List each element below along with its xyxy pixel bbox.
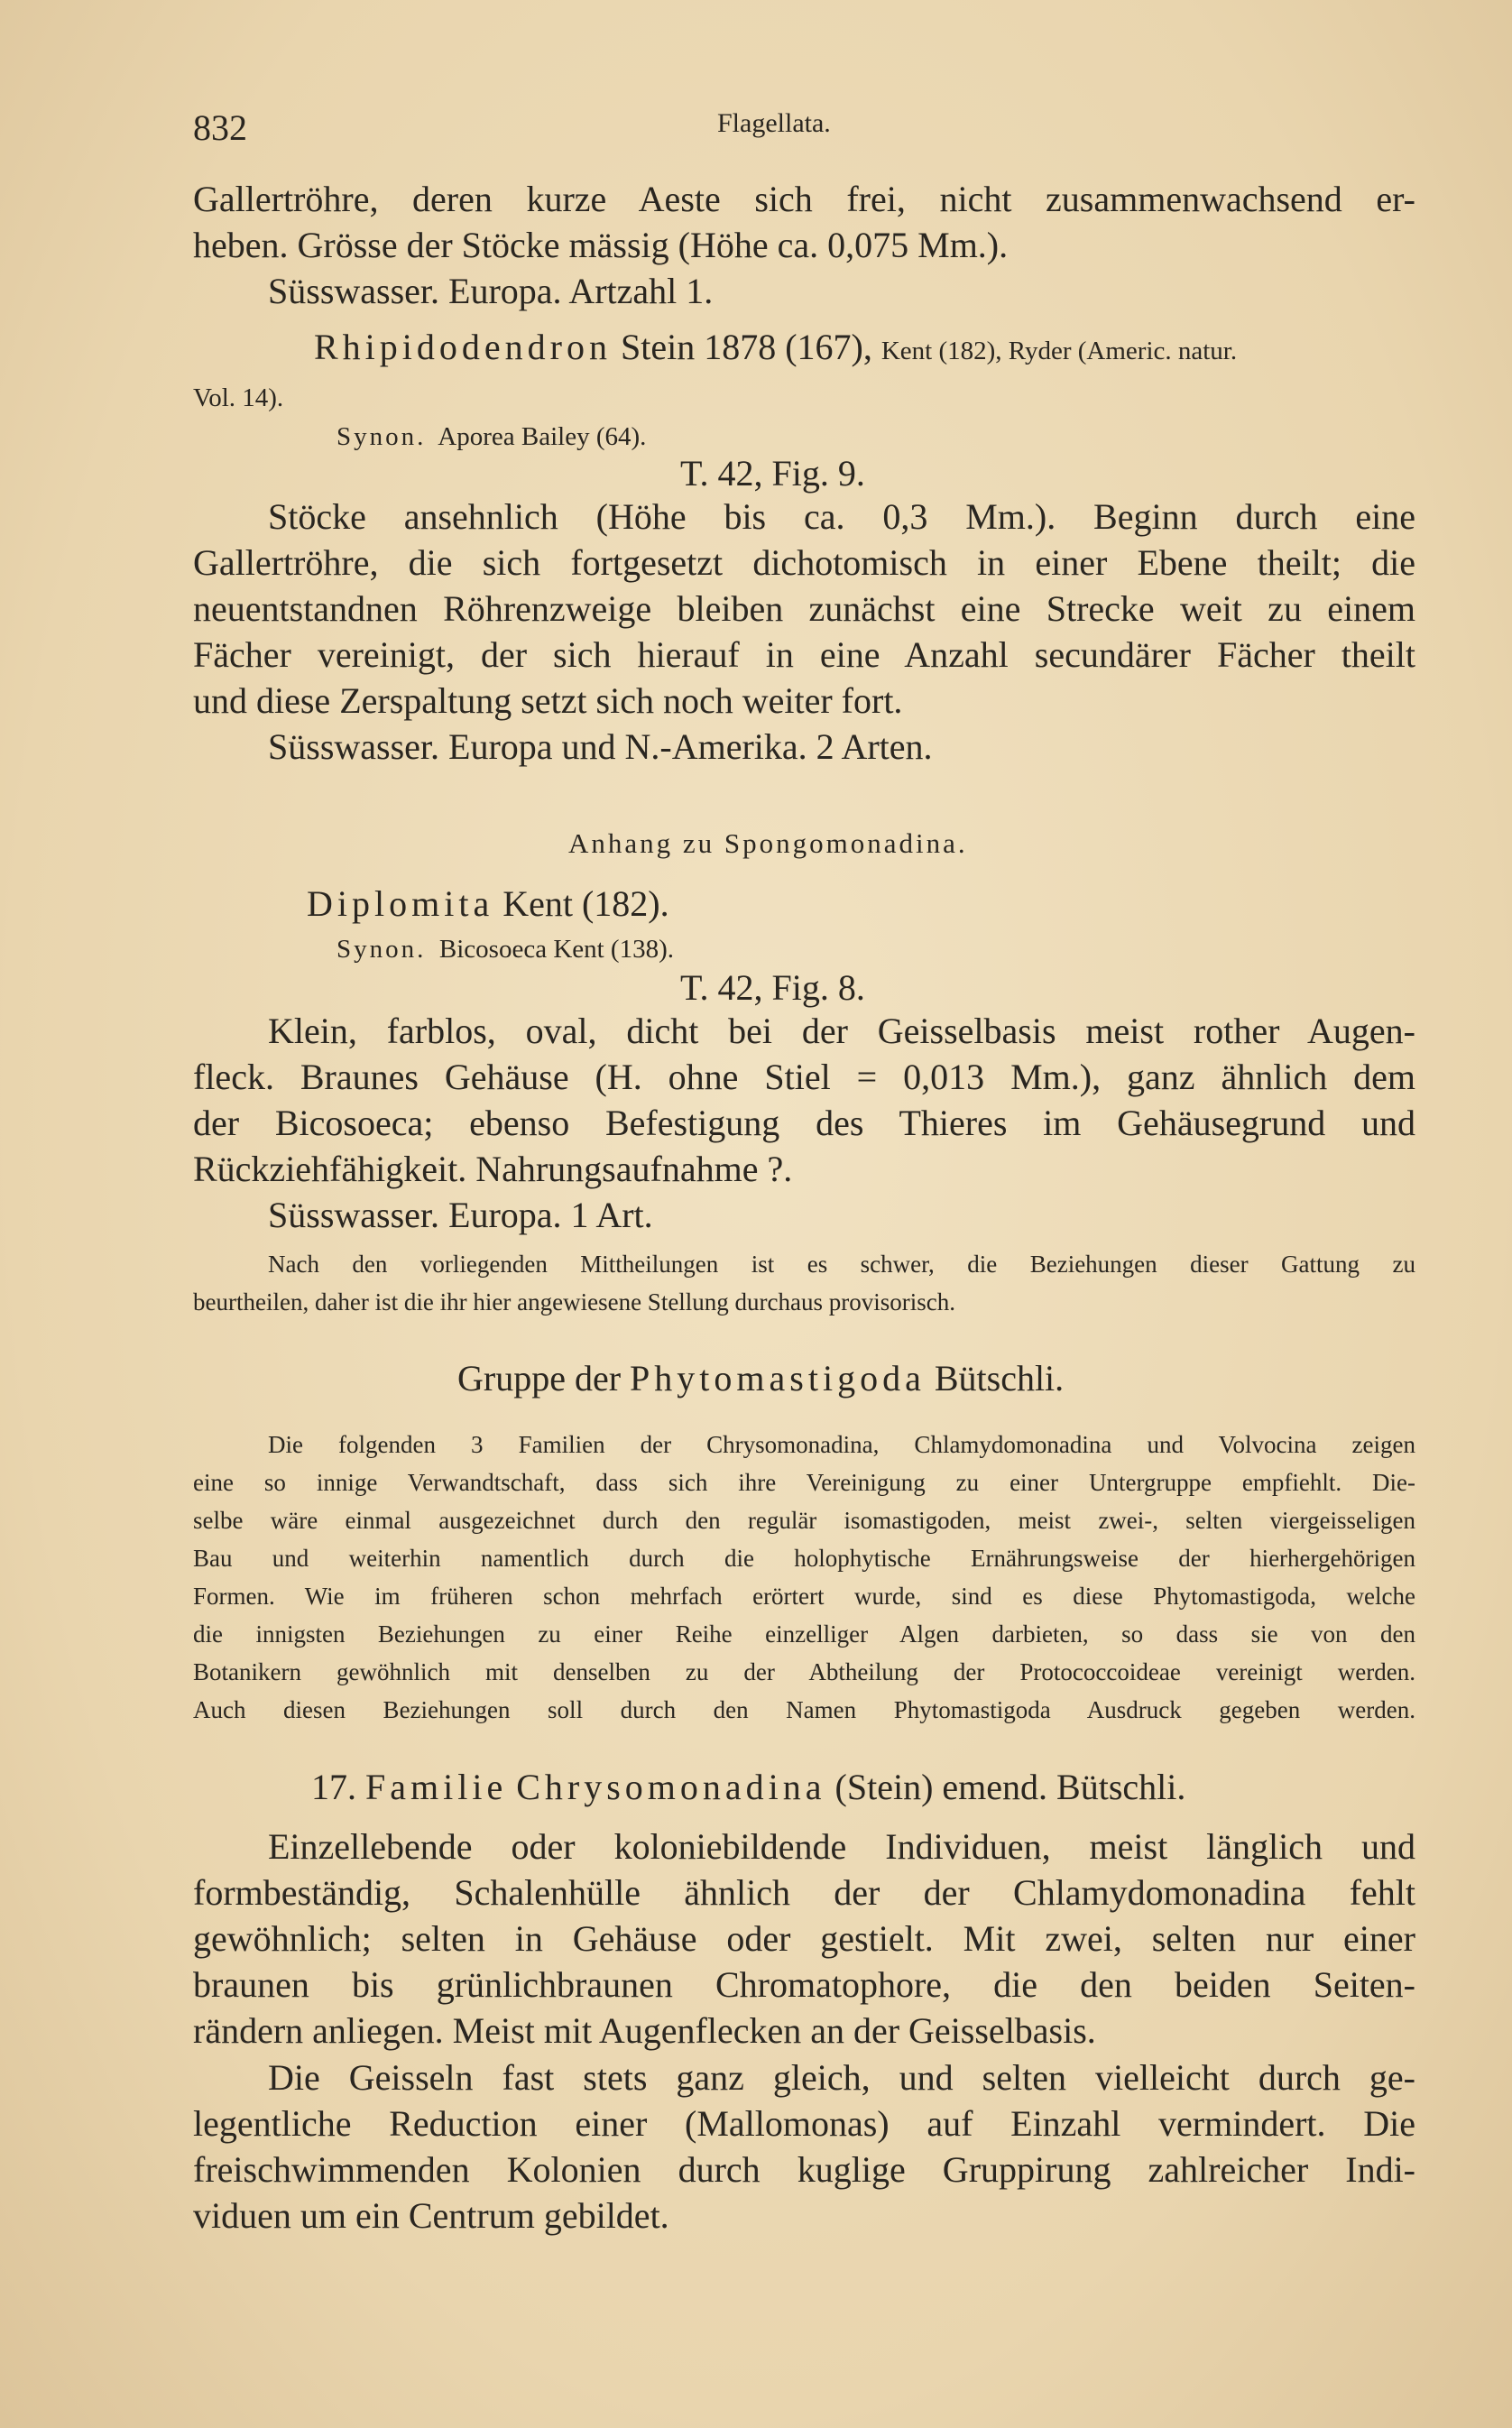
note-line: Nach den vorliegenden Mittheilungen ist es schwer, die Beziehungen dieser Gattung zu [268,1251,1415,1278]
body-line: braunen bis grünlichbraunen Chromatophore, die den beiden Seiten- [193,1964,1415,2005]
genus-heading [314,325,1237,374]
synon-value: Aporea Bailey (64). [438,422,647,451]
group-pre: Gruppe der [457,1358,631,1399]
group-heading [457,1356,1064,1401]
body-line: freischwimmenden Kolonien durch kuglige Gruppirung zahlreicher Indi- [193,2149,1415,2190]
body-line: formbeständig, Schalenhülle ähnlich der der Chlamydomonadina fehlt [193,1872,1415,1913]
note-line: die innigsten Beziehungen zu einer Reihe einzelliger Algen darbieten, so dass sie von den [193,1620,1415,1648]
note-line: Bau und weiterhin namentlich durch die holophytische Ernährungsweise der hierhergehörigen [193,1545,1415,1572]
synonym-line [337,418,646,456]
body-line: gewöhnlich; selten in Gehäuse oder gestielt. Mit zwei, selten nur einer [193,1918,1415,1959]
synon-label: Synon. [337,935,427,964]
body-line: Süsswasser. Europa. 1 Art. [268,1195,653,1235]
figure-ref: T. 42, Fig. 9. [680,453,865,494]
family-heading [311,1765,1185,1810]
genus-author: Kent (182). [493,883,669,924]
body-line: fleck. Braunes Gehäuse (H. ohne Stiel = 0,013 Mm.), ganz ähnlich dem [193,1057,1415,1097]
body-line: heben. Grösse der Stöcke mässig (Höhe ca. 0,075 Mm.). [193,225,1009,265]
genus-name: Rhipidodendron [314,327,612,367]
group-name: Phytomastigoda [630,1358,926,1399]
body-line: legentliche Reduction einer (Mallomonas) auf Einzahl vermindert. Die [193,2103,1415,2144]
synon-label: Synon. [337,422,427,451]
note-line: Auch diesen Beziehungen soll durch den Namen Phytomastigoda Ausdruck gegeben werden. [193,1696,1415,1723]
family-name: Chrysomonadina [516,1767,826,1807]
body-line: Rückziehfähigkeit. Nahrungsaufnahme ?. [193,1149,793,1189]
note-line: beurtheilen, daher ist die ihr hier angewiesene Stellung durchaus provisorisch. [193,1288,956,1316]
running-title: Flagellata. [717,108,831,138]
body-line: der Bicosoeca; ebenso Befestigung des Thieres im Gehäusegrund und [193,1103,1415,1143]
body-line: Gallertröhre, die sich fortgesetzt dichotomisch in einer Ebene theilt; die [193,542,1415,583]
body-line: Fächer vereinigt, der sich hierauf in eine Anzahl secundärer Fächer theilt [193,634,1415,675]
body-line: Stöcke ansehnlich (Höhe bis ca. 0,3 Mm.). Beginn durch eine [268,496,1415,537]
note-line: eine so innige Verwandtschaft, dass sich ihre Vereinigung zu einer Untergruppe empfiehlt. Die- [193,1469,1415,1496]
body-line: Süsswasser. Europa und N.-Amerika. 2 Arten. [268,726,933,767]
figure-ref: T. 42, Fig. 8. [680,967,865,1008]
body-line: rändern anliegen. Meist mit Augenflecken an der Geisselbasis. [193,2010,1096,2051]
body-line: Einzellebende oder koloniebildende Individuen, meist länglich und [268,1826,1415,1867]
body-line: Süsswasser. Europa. Artzahl 1. [268,271,714,311]
group-post: Bütschli. [925,1358,1065,1399]
note-line: Formen. Wie im früheren schon mehrfach erörtert wurde, sind es diese Phytomastigoda, welche [193,1583,1415,1610]
body-line: viduen um ein Centrum gebildet. [193,2195,669,2236]
genus-author: Stein 1878 (167), [611,327,881,367]
body-line: und diese Zerspaltung setzt sich noch weiter fort. [193,680,903,721]
genus-heading [307,882,669,927]
page-number: 832 [193,107,247,148]
note-line: Die folgenden 3 Familien der Chrysomonadina, Chlamydomonadina und Volvocina zeigen [268,1431,1415,1458]
genus-name: Diplomita [307,883,494,924]
note-line: Botanikern gewöhnlich mit denselben zu der Abtheilung der Protococcoideae vereinigt werden. [193,1658,1415,1685]
appendix-heading: Anhang zu Spongomonadina. [568,827,968,859]
synonym-line [337,930,674,968]
synon-value: Bicosoeca Kent (138). [438,935,674,964]
note-line: selbe wäre einmal ausgezeichnet durch den regulär isomastigoden, meist zwei-, selten viergeisseligen [193,1507,1415,1534]
genus-refs: Kent (182), Ryder (Americ. natur. [880,337,1238,365]
body-line: neuentstandnen Röhrenzweige bleiben zunächst eine Strecke weit zu einem [193,588,1415,629]
family-label: Familie [365,1767,508,1807]
family-post: (Stein) emend. Bütschli. [825,1767,1186,1807]
body-line: Klein, farblos, oval, dicht bei der Geisselbasis meist rother Augen- [268,1011,1415,1051]
family-number: 17. [311,1767,365,1807]
body-line: Gallertröhre, deren kurze Aeste sich frei, nicht zusammenwachsend er- [193,179,1415,219]
volume-ref: Vol. 14). [193,383,284,412]
body-line: Die Geisseln fast stets ganz gleich, und selten vielleicht durch ge- [268,2057,1415,2098]
